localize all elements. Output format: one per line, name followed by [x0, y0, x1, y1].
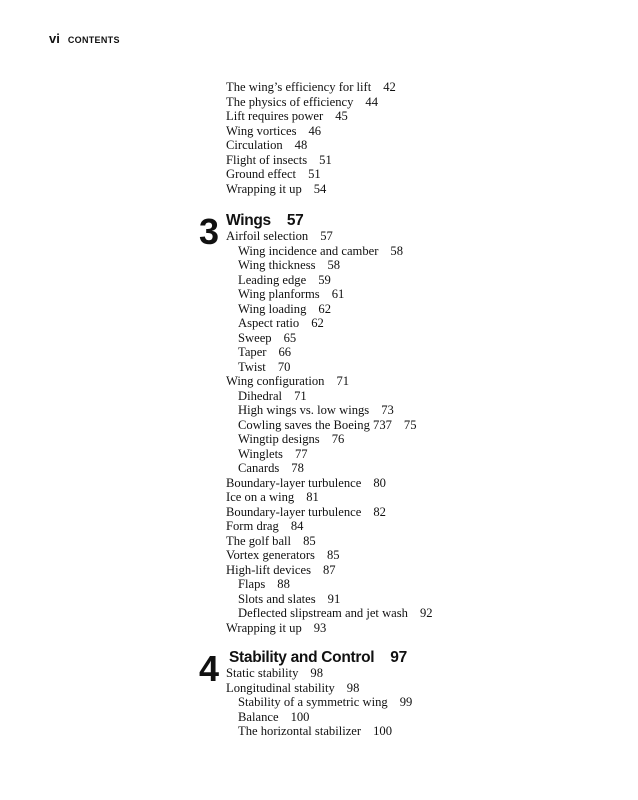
toc-entry-page: 42 [383, 80, 396, 94]
chapter-title-3[interactable] [226, 212, 304, 230]
toc-entry[interactable] [226, 447, 433, 462]
toc-entry-page: 71 [294, 388, 307, 403]
toc-entry[interactable] [226, 374, 433, 389]
toc-entry-title: Sweep [238, 330, 272, 345]
toc-entry-page: 98 [346, 680, 360, 695]
toc-entry[interactable] [226, 360, 433, 375]
toc-entry[interactable] [226, 563, 433, 578]
toc-entry-title: Wingtip designs [238, 432, 320, 446]
toc-entry-title: Boundary-layer turbulence [226, 504, 362, 519]
toc-entry-title: Taper [238, 345, 267, 359]
toc-entry-title: Stability of a symmetric wing [238, 695, 388, 709]
toc-entry-title: Wing incidence and camber [238, 243, 379, 258]
toc-entry-page: 76 [331, 432, 345, 446]
toc-entry-page: 62 [311, 316, 324, 330]
toc-entry[interactable] [226, 345, 433, 360]
toc-entry-page: 91 [327, 591, 341, 606]
toc-entry-page: 65 [283, 330, 297, 345]
toc-entry-title: Wing thickness [238, 258, 316, 272]
toc-entry-title: Wing loading [238, 301, 307, 316]
chapter-page-number: 97 [390, 649, 407, 666]
toc-entry-title: Wing configuration [226, 374, 325, 388]
toc-entry[interactable] [226, 681, 412, 696]
toc-entry[interactable] [226, 258, 433, 273]
toc-entry-title: Dihedral [238, 388, 283, 403]
chapter-title-text: Wings [226, 212, 271, 229]
toc-entry-title: Cowling saves the Boeing 737 [238, 417, 392, 432]
toc-entry-title: Form drag [226, 519, 279, 533]
toc-entry[interactable] [226, 403, 433, 418]
toc-entry-title: Winglets [238, 446, 283, 461]
toc-entry[interactable] [226, 695, 412, 710]
toc-entry-page: 78 [291, 461, 304, 475]
toc-entry-page: 46 [308, 123, 322, 138]
toc-entry[interactable] [226, 519, 433, 534]
toc-entry[interactable] [226, 490, 433, 505]
toc-entry-title: The wing’s efficiency for lift [226, 80, 372, 94]
toc-chapter-4-list [226, 666, 412, 739]
toc-entry-title: Boundary-layer turbulence [226, 475, 362, 490]
toc-entry-page: 58 [327, 258, 341, 272]
toc-entry-page: 81 [306, 490, 319, 504]
toc-entry[interactable] [226, 621, 433, 636]
toc-entry-page: 62 [318, 301, 331, 316]
toc-chapter-3-list [226, 229, 433, 635]
toc-entry[interactable] [226, 229, 433, 244]
toc-entry-title: Lift requires power [226, 109, 324, 123]
toc-entry-title: Ice on a wing [226, 490, 295, 504]
toc-entry-page: 66 [278, 345, 292, 359]
toc-entry[interactable] [226, 577, 433, 592]
toc-entry-title: Aspect ratio [238, 316, 300, 330]
toc-entry[interactable] [226, 432, 433, 447]
toc-entry[interactable] [226, 109, 396, 124]
toc-entry-page: 99 [399, 695, 413, 709]
toc-entry-title: The horizontal stabilizer [238, 724, 362, 738]
toc-entry[interactable] [226, 606, 433, 621]
toc-entry[interactable] [226, 505, 433, 520]
toc-entry-page: 51 [308, 167, 321, 181]
toc-entry-page: 100 [290, 709, 310, 724]
toc-entry[interactable] [226, 666, 412, 681]
toc-entry-title: Longitudinal stability [226, 680, 335, 695]
toc-entry[interactable] [226, 95, 396, 110]
toc-entry-title: Airfoil selection [226, 229, 309, 243]
toc-entry-page: 59 [318, 272, 331, 287]
toc-entry-page: 93 [313, 620, 327, 635]
toc-continued-list [226, 80, 396, 196]
toc-entry-title: Canards [238, 461, 280, 475]
toc-entry[interactable] [226, 710, 412, 725]
toc-entry[interactable] [226, 724, 412, 739]
toc-entry[interactable] [226, 124, 396, 139]
toc-entry[interactable] [226, 182, 396, 197]
toc-entry-title: Twist [238, 359, 266, 374]
toc-entry[interactable] [226, 389, 433, 404]
toc-entry-page: 48 [294, 138, 308, 152]
toc-entry-title: Wing vortices [226, 123, 297, 138]
toc-entry-page: 45 [335, 109, 348, 123]
toc-entry[interactable] [226, 244, 433, 259]
toc-entry[interactable] [226, 302, 433, 317]
chapter-title-4[interactable] [229, 649, 407, 667]
toc-entry-title: The golf ball [226, 533, 292, 548]
running-head [49, 32, 120, 47]
toc-entry-title: Static stability [226, 666, 299, 680]
chapter-page-number: 57 [286, 212, 304, 229]
toc-entry-page: 70 [277, 359, 291, 374]
toc-entry[interactable] [226, 316, 433, 331]
toc-entry-page: 54 [313, 181, 327, 196]
toc-entry[interactable] [226, 273, 433, 288]
toc-entry-page: 61 [331, 287, 345, 301]
toc-entry[interactable] [226, 461, 433, 476]
toc-entry-page: 85 [303, 533, 316, 548]
chapter-number-4: 4 [199, 648, 219, 689]
toc-entry-page: 57 [320, 229, 333, 243]
chapter-number-3: 3 [199, 211, 219, 252]
toc-entry-title: Ground effect [226, 167, 297, 181]
toc-entry-page: 77 [294, 446, 308, 461]
toc-entry-title: Flight of insects [226, 152, 308, 167]
toc-entry[interactable] [226, 138, 396, 153]
toc-entry-page: 100 [373, 724, 392, 738]
toc-entry-title: Wing planforms [238, 287, 320, 301]
toc-entry-title: Wrapping it up [226, 620, 302, 635]
toc-entry-page: 44 [365, 94, 379, 109]
toc-entry-page: 82 [373, 504, 386, 519]
toc-entry[interactable] [226, 476, 433, 491]
toc-entry-title: High-lift devices [226, 562, 311, 577]
toc-entry-title: Slots and slates [238, 591, 316, 606]
toc-entry[interactable] [226, 592, 433, 607]
toc-entry-page: 73 [381, 403, 394, 417]
toc-entry-page: 80 [373, 475, 386, 490]
toc-entry[interactable] [226, 534, 433, 549]
toc-entry[interactable] [226, 548, 433, 563]
toc-entry[interactable] [226, 331, 433, 346]
running-head-label: CONTENTS [67, 35, 120, 45]
toc-entry-page: 71 [336, 374, 350, 388]
toc-entry-title: Circulation [226, 138, 283, 152]
toc-entry-page: 92 [419, 606, 433, 620]
toc-entry-title: Leading edge [238, 272, 307, 287]
toc-entry[interactable] [226, 167, 396, 182]
toc-entry-title: Deflected slipstream and jet wash [238, 606, 408, 620]
toc-entry-title: High wings vs. low wings [238, 403, 370, 417]
toc-entry-title: Wrapping it up [226, 181, 302, 196]
chapter-title-text: Stability and Control [229, 649, 375, 666]
toc-entry-page: 85 [326, 548, 340, 562]
page-folio: vi [49, 31, 60, 46]
toc-entry[interactable] [226, 287, 433, 302]
toc-entry[interactable] [226, 153, 396, 168]
toc-entry-title: Vortex generators [226, 548, 315, 562]
toc-entry-page: 51 [319, 152, 332, 167]
toc-entry[interactable] [226, 418, 433, 433]
toc-entry[interactable] [226, 80, 396, 95]
toc-entry-page: 98 [310, 666, 324, 680]
toc-entry-page: 88 [277, 577, 290, 591]
toc-entry-title: The physics of efficiency [226, 94, 354, 109]
toc-entry-title: Balance [238, 709, 279, 724]
toc-entry-page: 87 [322, 562, 336, 577]
toc-entry-page: 84 [290, 519, 304, 533]
toc-entry-title: Flaps [238, 577, 266, 591]
toc-entry-page: 58 [390, 243, 404, 258]
toc-entry-page: 75 [403, 417, 417, 432]
